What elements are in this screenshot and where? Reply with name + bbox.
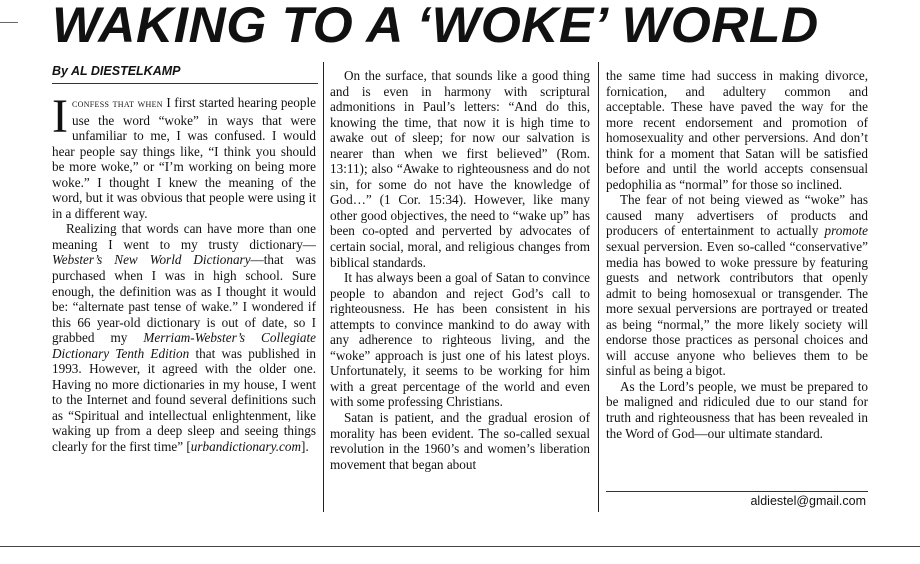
lead-in: confess that when (71, 98, 163, 110)
drop-cap: I (52, 90, 68, 143)
column-divider-1 (323, 62, 324, 512)
paragraph: Satan is patient, and the gradual erosion of morality has been evident. The so-called sexual revolution in the 1960’s and women’s liberation movement that began about (330, 410, 590, 472)
article-column-3 (606, 68, 868, 441)
byline-rule (52, 83, 318, 84)
paragraph-text: sexual perversion. Even so-called “conservative” media has bowed to woke pressure by featuring guests and network contributors that openly admit to being homosexual or transgender. The more sexual perversions are portrayed or treated as being “normal,” the more likely society will endorse those practices as personal choices and will accuse anyone who believes them to be sinful as being a bigot. (606, 239, 868, 379)
column-divider-2 (598, 62, 599, 512)
top-edge-rule (0, 22, 18, 23)
author-email: aldiestel@gmail.com (750, 494, 866, 508)
website-reference: urbandictionary.com (190, 439, 302, 455)
paragraph-text: I first started hearing people use the word “woke” in ways that were unfamiliar to me, I was confused. I would hear people say things like, “I think you should be more woke,” or “I’m working on being more woke.” I thought I knew the meaning of the word, but it was obvious that people were using it in a different way. (52, 95, 316, 221)
paragraph-text: ]. (301, 439, 309, 455)
signature-rule (606, 491, 868, 492)
paragraph-text: The fear of not being viewed as “woke” has caused many advertisers of products and producers of entertainment to actually (606, 192, 868, 239)
bottom-rule (0, 546, 920, 547)
byline: By AL DIESTELKAMP (52, 64, 181, 78)
paragraph: On the surface, that sounds like a good thing and is even in harmony with scriptural admonitions in Paul’s letters: “And do this, knowing the time, that now it is high time to awake out of sleep; for now our salvation is nearer than when we first believed” (Rom. 13:11); also “Awake to righteousness and do not sin, for some do not have the knowledge of God…” (1 Cor. 15:34). However, like many other good objectives, the need to “wake up” has been co-opted and perverted by advocates of certain social, moral, and religious changes from biblical standards. (330, 68, 590, 270)
article-column-1 (52, 90, 316, 455)
emphasis: promote (824, 223, 868, 239)
book-title: Webster’s New World Dictionary (52, 252, 251, 268)
article-column-2 (330, 68, 590, 472)
headline: WAKING TO A ‘WOKE’ WORLD (52, 0, 819, 53)
paragraph: As the Lord’s people, we must be prepared to be maligned and ridiculed due to our stand for truth and righteousness that has been revealed in the Word of God—our ultimate standard. (606, 378, 868, 441)
paragraph-text: Realizing that words can have more than one meaning I went to my trusty dictionary— (52, 221, 316, 252)
paragraph: the same time had success in making divorce, fornication, and adultery common and acceptable. These have paved the way for the more recent endorsement and promotion of homosexuality and other perversions. And don’t think for a moment that Satan will be satisfied before and until the world accepts consensual pedophilia as “normal” for those so inclined. (606, 68, 868, 192)
paragraph: It has always been a goal of Satan to convince people to abandon and reject God’s call to righteousness. He has been consistent in his attempts to convince mankind to do away with any adherence to righteous living, and the “woke” approach is just one of his latest ploys. Unfortunately, it seems to be working for him with a great percentage of the world and even with some professing Christians. (330, 270, 590, 410)
paragraph (52, 90, 316, 221)
book-title: Merriam-Webster’s Collegiate Dictionary Tenth Edition (52, 330, 316, 361)
paragraph-text: —that was purchased when I was in high school. Sure enough, the definition was as I thought it would be: “alternate past tense of wake.” I wondered if this 66 year-old dictionary is out of date, so I grabbed my (52, 252, 316, 346)
paragraph-text: that was published in 1993. However, it agreed with the older one. Having no more dictionaries in my house, I went to the Internet and found several definitions such as “Spiritual and intellectual enlightenment, like waking up from a deep sleep and seeing things clearly for the first time” [ (52, 345, 316, 455)
paragraph (52, 221, 316, 454)
paragraph (606, 192, 868, 379)
